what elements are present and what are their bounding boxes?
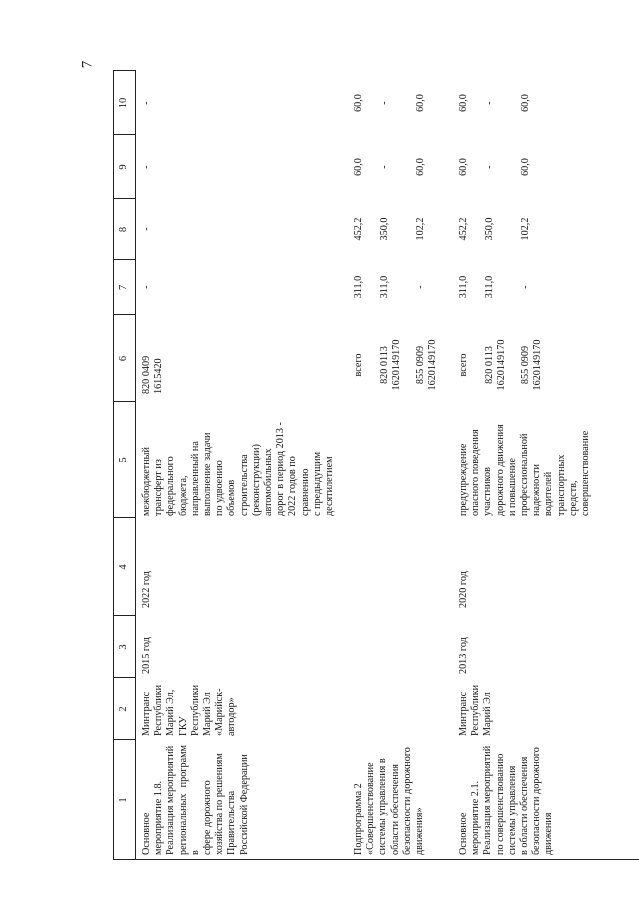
table-cell-executor: Минтранс Республики Марий Эл, ГКУ Республики Марий Эл «Марийск- автодор» [141, 684, 238, 736]
header-cell: 7 [118, 284, 129, 291]
table-cell-value: - [484, 101, 495, 105]
rotated-table-page [113, 70, 639, 860]
col-border [113, 859, 639, 860]
table-cell-value: 60,0 [415, 94, 426, 112]
table-cell-value: 60,0 [520, 94, 531, 112]
header-cell: 6 [118, 355, 129, 362]
table-cell-value: - [484, 165, 495, 169]
table-cell-value: 311,0 [353, 275, 364, 299]
table-cell-value: 60,0 [415, 158, 426, 176]
table-cell-value: 350,0 [484, 217, 495, 241]
table-cell-program: Основное мероприятие 1.8. Реализация мероприятий региональных программ в сфере дорожного хозяйства по решениям Правительства Российской Федерации [141, 745, 250, 855]
table-cell-code: всего [458, 353, 469, 377]
header-cell: 3 [118, 644, 129, 650]
header-cell: 5 [118, 457, 129, 463]
header-cell: 2 [118, 706, 129, 712]
table-cell-executor: Минтранс Республики Марий Эл [458, 684, 494, 736]
table-cell-code: 855 0909 1620149170 [415, 339, 439, 391]
table-cell-value: 60,0 [353, 158, 364, 176]
table-cell-value: 452,2 [353, 217, 364, 241]
table-cell-start-year: 2015 год [141, 637, 152, 674]
table-cell-value: - [141, 165, 152, 169]
table-cell-value: - [415, 285, 426, 289]
table-cell-code: 820 0113 1620149170 [379, 339, 403, 391]
table-cell-description: межбюджетный трансферт из федерального бюджета, направленный на выполнение задачи по удвоению объемов строительства (реконструкции) автомобильных дорог в период 2013 - 2022 годов по сравнению с предыдущим десятилетием [141, 422, 336, 516]
header-cell: 4 [118, 564, 129, 570]
table-cell-start-year: 2013 год [458, 637, 469, 674]
budget-table [113, 70, 639, 860]
table-cell-value: 102,2 [520, 217, 531, 241]
table-cell-value: 60,0 [458, 158, 469, 176]
table-cell-code: 820 0113 1620149170 [484, 339, 508, 391]
header-cell: 1 [118, 797, 129, 803]
table-cell-code: 820 0409 1615420 [141, 355, 165, 394]
table-cell-end-year: 2020 год [458, 571, 469, 608]
table-cell-program: Подпрограмма 2 «Совершенствование системы управления в области обеспечения безопасности дорожного движения» [353, 747, 426, 855]
header-bottom-border [135, 70, 136, 860]
table-cell-code: всего [353, 353, 364, 377]
table-cell-code: 855 0909 1620149170 [520, 339, 544, 391]
table-cell-value: 102,2 [415, 217, 426, 241]
table-cell-value: - [141, 101, 152, 105]
table-cell-value: 350,0 [379, 217, 390, 241]
table-cell-value: 311,0 [484, 275, 495, 299]
table-cell-value: - [141, 227, 152, 231]
table-cell-value: 452,2 [458, 217, 469, 241]
header-cell: 9 [118, 164, 129, 170]
table-cell-value: - [141, 285, 152, 289]
header-cell: 8 [118, 226, 129, 233]
table-cell-value: 60,0 [458, 94, 469, 112]
table-cell-value: 60,0 [353, 94, 364, 112]
header-cell: 10 [118, 97, 129, 109]
table-cell-description: предупреждение опасного поведения участников дорожного движения и повышение профессиональной надежности водителей транспортных средств, совершенствование [458, 424, 592, 516]
table-cell-value: 311,0 [379, 275, 390, 299]
table-cell-program: Основное мероприятие 2.1. Реализация мероприятий по совершенствованию системы управления в области обеспечения безопасности дорожного движения [458, 745, 555, 855]
page-number: 7 [79, 60, 96, 69]
table-cell-value: - [520, 285, 531, 289]
table-cell-end-year: 2022 год [141, 571, 152, 608]
table-cell-value: 60,0 [520, 158, 531, 176]
table-cell-value: - [379, 165, 390, 169]
table-cell-value: - [379, 101, 390, 105]
table-cell-value: 311,0 [458, 275, 469, 299]
